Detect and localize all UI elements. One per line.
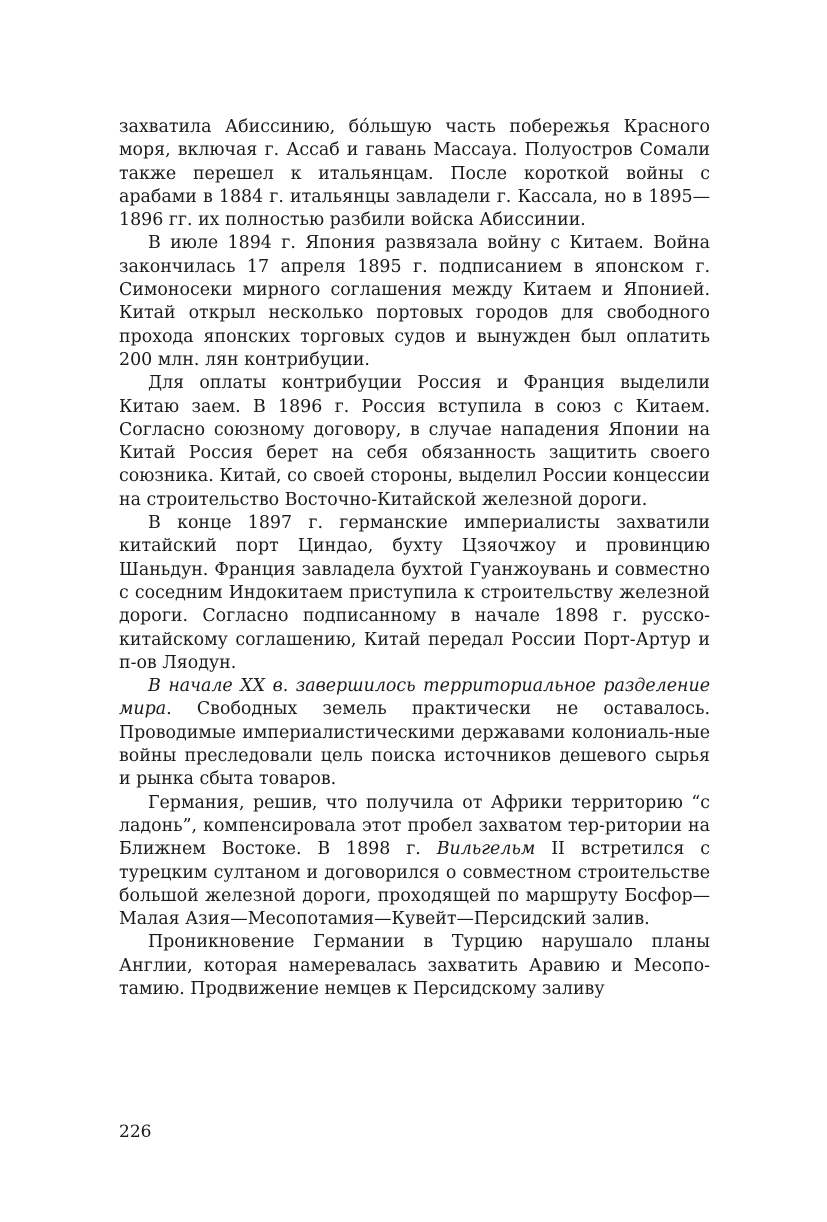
paragraph-5 — [119, 675, 710, 791]
paragraph-6-italic-name: Вильгельм — [436, 839, 536, 860]
paragraph-6-text-b: II встретился с турецким султаном и договорился о совместном строительстве большой железной дороги, проходящей по маршруту Босфор—Малая Азия—Месопотамия—Кувейт—Персидский залив. — [119, 839, 710, 930]
paragraph-1-text: захватила Абиссинию, бо́льшую часть побережья Красного моря, включая г. Ассаб и гавань Массауа. Полуостров Сомали также перешел к итальянцам. После короткой войны с арабами в 1884 г. итальянцы завладели г. Кассала, но в 1895—1896 гг. их полностью разбили войска Абиссинии. — [119, 117, 710, 231]
paragraph-6 — [119, 792, 710, 932]
paragraph-2 — [119, 232, 710, 372]
paragraph-3 — [119, 372, 710, 512]
paragraph-5-italic-lead: В начале XX в. завершилось территориальное разделение мира — [119, 676, 710, 720]
paragraph-1 — [119, 116, 710, 232]
paragraph-7 — [119, 931, 710, 1001]
page-number: 226 — [119, 1122, 152, 1142]
paragraph-3-text: Для оплаты контрибуции Россия и Франция выделили Китаю заем. В 1896 г. Россия вступила в союз с Китаем. Согласно союзному договору, в случае нападения Японии на Китай Россия берет на себя обязанность защитить своего союзника. Китай, со своей стороны, выделил России концессии на строительство Восточно-Китайской железной дороги. — [119, 373, 710, 510]
paragraph-6-text-a: Германия, решив, что получила от Африки территорию “с ладонь”, компенсировала этот пробел захватом тер-ритории на Ближнем Востоке. В 1898 г. — [119, 792, 710, 860]
paragraph-2-text: В июле 1894 г. Япония развязала войну с Китаем. Война закончилась 17 апреля 1895 г. подписанием в японском г. Симоносеки мирного соглашения между Китаем и Японией. Китай открыл несколько портовых городов для свободного прохода японских торговых судов и вынужден был оплатить 200 млн. лян контрибуции. — [119, 233, 710, 370]
paragraph-4 — [119, 512, 710, 675]
page-body — [119, 116, 710, 1001]
paragraph-4-text: В конце 1897 г. германские империалисты захватили китайский порт Циндао, бухту Цзяочжоу и провинцию Шаньдун. Франция завладела бухтой Гуанжоувань и совместно с соседним Индокитаем приступила к строительству железной дороги. Согласно подписанному в начале 1898 г. русско-китайскому соглашению, Китай передал России Порт-Артур и п-ов Ляодун. — [119, 513, 710, 673]
paragraph-5-text: . Свободных земель практически не оставалось. Проводимые империалистическими державами колониаль-ные войны преследовали цель поиска источников дешевого сырья и рынка сбыта товаров. — [119, 699, 710, 790]
paragraph-7-text: Проникновение Германии в Турцию нарушало планы Англии, которая намеревалась захватить Аравию и Месопо-тамию. Продвижение немцев к Персидскому заливу — [119, 932, 710, 999]
